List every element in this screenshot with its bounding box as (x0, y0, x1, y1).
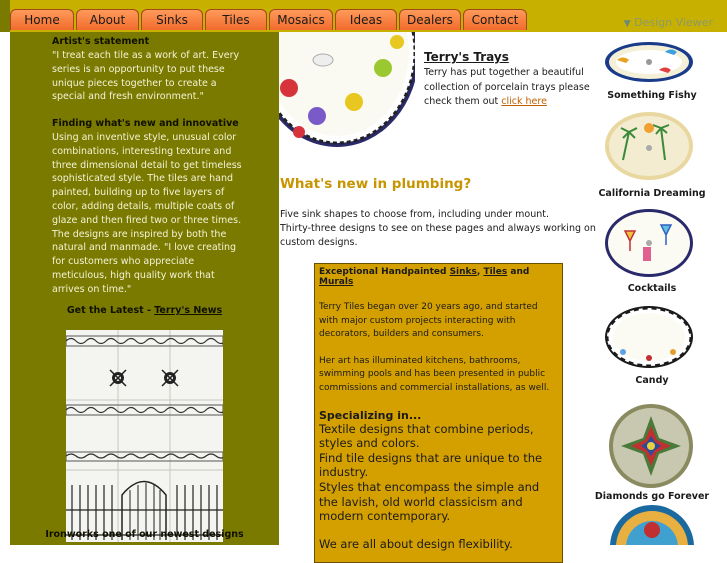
tab-about[interactable]: About (76, 9, 139, 30)
tray-image[interactable] (279, 32, 415, 147)
tab-ideas[interactable]: Ideas (335, 9, 397, 30)
porcelain-tray-art (279, 32, 415, 147)
murals-link[interactable]: Murals (319, 277, 354, 287)
design-viewer-label: Design Viewer (634, 16, 713, 29)
candy-sink-art (603, 304, 695, 370)
innovative-heading: Finding what's new and innovative (52, 118, 239, 129)
sink-something-fishy[interactable] (603, 40, 695, 88)
box-para-2: Her art has illuminated kitchens, bathrooms, swimming pools and has been presented in public commissions and commercial installations, as well. (319, 355, 550, 393)
triangle-down-icon: ▼ (623, 19, 631, 29)
sink-label-california-dreaming[interactable]: California Dreaming (598, 188, 706, 199)
tiles-link[interactable]: Tiles (483, 267, 508, 277)
design-flexibility-text: We are all about design flexibility. (319, 536, 513, 551)
ironworks-tile-image[interactable] (66, 330, 223, 542)
specializing-item-2: Find tile designs that are unique to the industry. (319, 450, 543, 480)
sinks-link[interactable]: Sinks (449, 267, 477, 277)
top-nav (0, 0, 727, 32)
california-sink-art (603, 110, 695, 182)
cocktails-sink-art (603, 207, 695, 279)
sink-label-something-fishy[interactable]: Something Fishy (607, 90, 697, 101)
terrys-news-link[interactable]: Terry's News (154, 305, 223, 316)
box-title (319, 267, 558, 287)
ironworks-caption: Ironworks one of our newest designs (45, 529, 244, 540)
box-title-prefix: Exceptional Handpainted (319, 267, 450, 277)
sink-label-diamonds-go-forever[interactable]: Diamonds go Forever (594, 491, 710, 502)
terrys-trays-text (424, 66, 602, 110)
whats-new-heading: What's new in plumbing? (280, 176, 472, 192)
plumbing-text (280, 208, 598, 250)
specializing-item-3: Styles that encompass the simple and the lavish, old world classicism and modern contemporary. (319, 479, 540, 524)
plumbing-line-2: Thirty-three designs to see on these pages and always working on custom designs. (280, 223, 596, 248)
sink-california-dreaming[interactable] (603, 110, 695, 186)
latest-prefix: Get the Latest - (66, 305, 155, 316)
artist-statement-heading: Artist's statement (52, 36, 150, 47)
box-para-1: Terry Tiles began over 20 years ago, and started with major custom projects interacting with decorators, builders and consumers. (319, 302, 538, 340)
sink-label-candy[interactable]: Candy (635, 375, 669, 386)
sink-candy[interactable] (603, 304, 695, 374)
design-viewer-link[interactable] (624, 16, 713, 29)
diamonds-sink-art (607, 403, 695, 489)
sink-diamonds-go-forever[interactable] (607, 403, 695, 493)
specializing-item-1: Textile designs that combine periods, styles and colors. (319, 421, 534, 451)
partial-sink-art (609, 504, 695, 545)
box-title-sep2: and (507, 267, 530, 277)
tab-contact[interactable]: Contact (463, 9, 527, 30)
latest-news-line (10, 305, 279, 316)
sink-label-cocktails[interactable]: Cocktails (627, 283, 677, 294)
tab-home[interactable]: Home (10, 9, 74, 30)
nav-left-edge (0, 0, 10, 32)
sidebar (10, 32, 279, 545)
sink-partial-next[interactable] (609, 504, 695, 549)
tab-sinks[interactable]: Sinks (141, 9, 203, 30)
trays-description: Terry has put together a beautiful collection of porcelain trays please check them out (424, 67, 590, 107)
ironworks-tile-art (66, 330, 223, 542)
tab-mosaics[interactable]: Mosaics (269, 9, 333, 30)
sink-cocktails[interactable] (603, 207, 695, 283)
handpainted-info-box (314, 263, 563, 563)
tab-dealers[interactable]: Dealers (399, 9, 461, 30)
innovative-text: Using an inventive style, unusual color combinations, interesting texture and three dimensional detail to get timeless sophisticated style. The tiles are hand painted, building up to five layers of color, adding details, multiple coats of glaze and then fired two or three times. The designs are inspired by both the natural and manmade. "I love creating for customers who appreciate meticulous, high quality work that arrives on time." (52, 132, 242, 295)
plumbing-line-1: Five sink shapes to choose from, including under mount. (280, 209, 550, 220)
terrys-trays-title[interactable]: Terry's Trays (424, 50, 509, 64)
box-title-sep1: , (476, 267, 484, 277)
tab-tiles[interactable]: Tiles (205, 9, 267, 30)
trays-click-here-link[interactable]: click here (501, 96, 547, 107)
specializing-heading: Specializing in... (319, 408, 422, 422)
fishy-sink-art (603, 40, 695, 84)
artist-statement-text: "I treat each tile as a work of art. Every series is an opportunity to put these unique pieces together to create a special and fresh environment." (52, 50, 240, 103)
